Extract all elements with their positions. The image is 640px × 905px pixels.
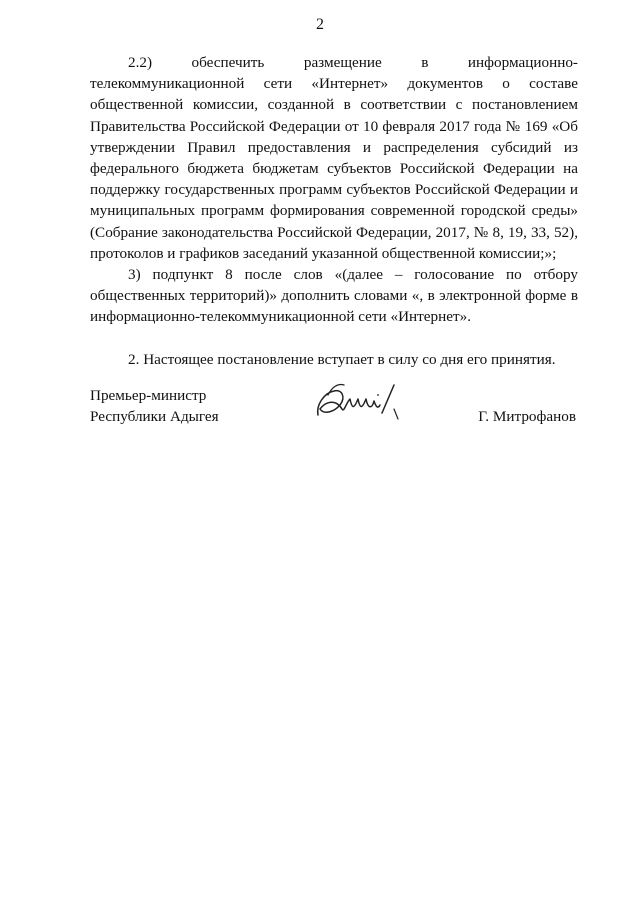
signatory-position [90, 385, 219, 427]
signatory-position-line-2: Республики Адыгея [90, 408, 219, 425]
signatory-name: Г. Митрофанов [478, 408, 576, 425]
page-number: 2 [316, 16, 324, 33]
document-body [90, 52, 578, 370]
signatory-position-line-1: Премьер-министр [90, 387, 207, 404]
paragraph-3: 3) подпункт 8 после слов «(далее – голосование по отбору общественных территорий)» дополнить словами «, в электронной форме в информационно-телекоммуникационной сети «Интернет». [90, 266, 578, 326]
handwritten-signature [312, 379, 402, 427]
signature-block [90, 385, 578, 445]
paragraph-2-2: 2.2) обеспечить размещение в информационно-телекоммуникационной сети «Интернет» документов о составе общественной комиссии, созданной в соответствии с постановлением Правительства Российской Федерации от 10 февраля 2017 года № 169 «Об утверждении Правил предоставления и распределения субсидий из федерального бюджета бюджетам субъектов Российской Федерации на поддержку государственных программ субъектов Российской Федерации и муниципальных программ формирования современной городской среды» (Собрание законодательства Российской Федерации, 2017, № 8, 19, 33, 52), протоколов и графиков заседаний указанной общественной комиссии;»; [90, 54, 578, 262]
paragraph-effective-date: 2. Настоящее постановление вступает в силу со дня его принятия. [128, 350, 556, 368]
